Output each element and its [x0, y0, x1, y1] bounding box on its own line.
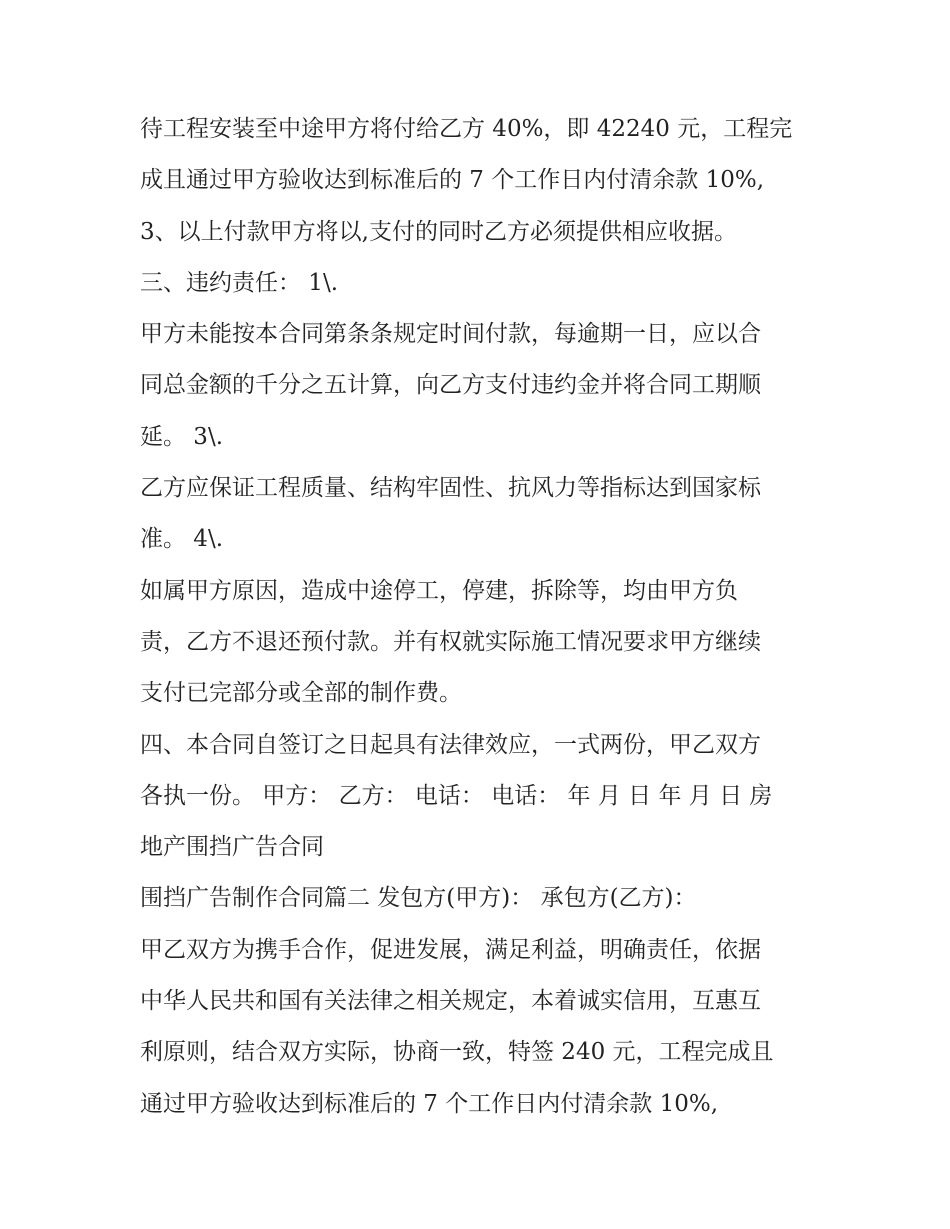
contract-title: 围挡广告制作合同篇二 发包方(甲方)： 承包方(乙方)：	[140, 885, 697, 912]
text-line: 责，乙方不退还预付款。并有权就实际施工情况要求甲方继续	[140, 628, 761, 655]
section-heading: 四、本合同自签订之日起具有法律效应，一式两份，甲乙双方	[140, 731, 761, 758]
text-line: 甲方未能按本合同第条条规定时间付款，每逾期一日，应以合	[140, 321, 761, 348]
text-line: 同总金额的千分之五计算，向乙方支付违约金并将合同工期顺	[140, 372, 761, 399]
section-heading: 三、违约责任： 1\.	[140, 269, 339, 296]
document-body	[140, 104, 820, 1130]
text-line: 延。 3\.	[140, 423, 224, 450]
text-line: 地产围挡广告合同	[140, 834, 324, 861]
text-line: 利原则，结合双方实际，协商一致，特签 240 元，工程完成且	[140, 1039, 774, 1066]
text-line: 中华人民共和国有关法律之相关规定，本着诚实信用，互惠互	[140, 988, 761, 1015]
text-line: 通过甲方验收达到标准后的 7 个工作日内付清余款 10%,	[140, 1090, 718, 1117]
text-line: 甲乙双方为携手合作，促进发展，满足利益，明确责任，依据	[140, 936, 761, 963]
text-line: 待工程安装至中途甲方将付给乙方 40%，即 42240 元，工程完	[140, 116, 793, 142]
text-line: 乙方应保证工程质量、结构牢固性、抗风力等指标达到国家标	[140, 475, 761, 502]
text-line: 如属甲方原因，造成中途停工，停建，拆除等，均由甲方负	[140, 577, 738, 604]
text-line: 支付已完部分或全部的制作费。	[140, 680, 462, 707]
text-line: 准。 4\.	[140, 526, 224, 553]
text-line: 3、以上付款甲方将以,支付的同时乙方必须提供相应收据。	[140, 218, 737, 245]
text-line: 成且通过甲方验收达到标准后的 7 个工作日内付清余款 10%,	[140, 167, 764, 194]
signature-line: 各执一份。 甲方： 乙方： 电话： 电话： 年 月 日 年 月 日 房	[140, 782, 773, 809]
